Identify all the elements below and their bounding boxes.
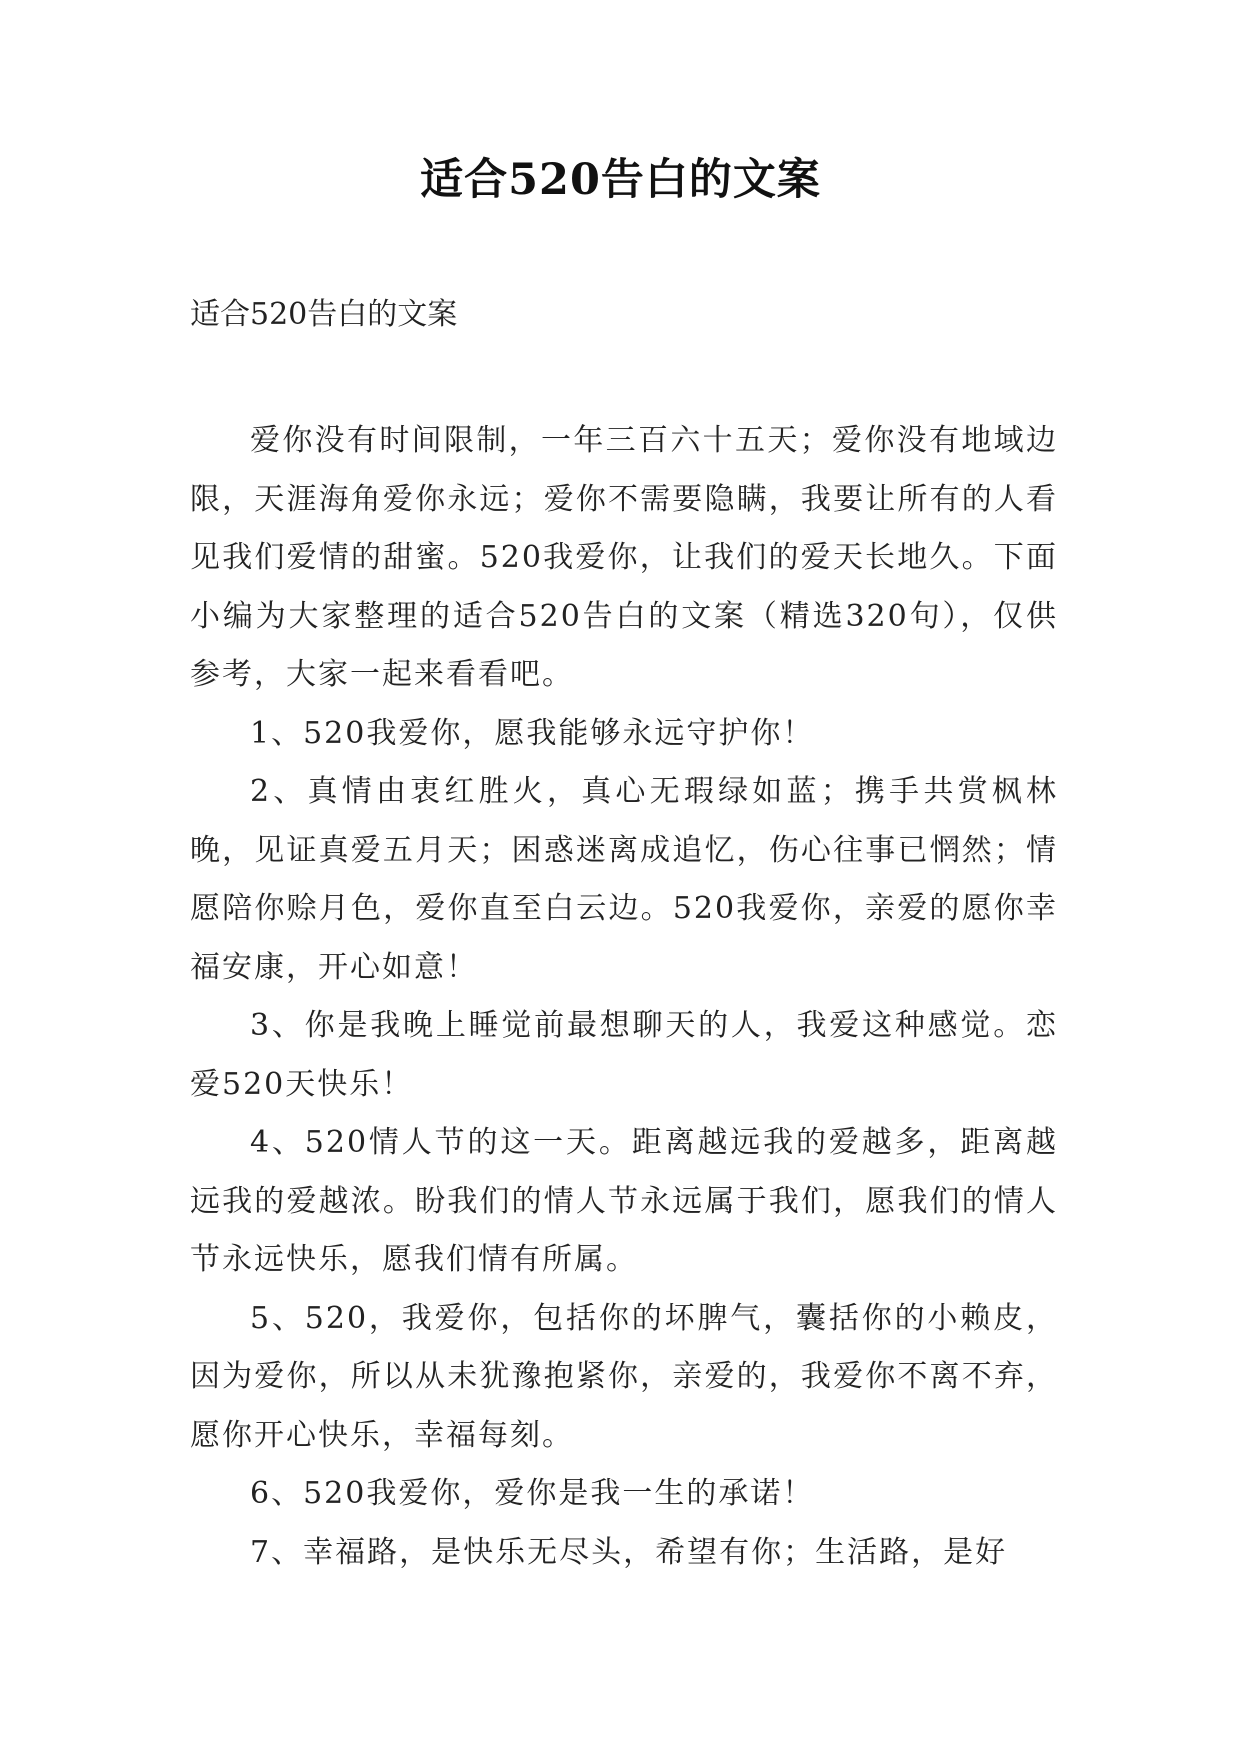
intro-paragraph: 爱你没有时间限制，一年三百六十五天；爱你没有地域边限，天涯海角爱你永远；爱你不需要隐瞒，我要让所有的人看见我们爱情的甜蜜。520我爱你，让我们的爱天长地久。下面小编为大家整理的适合520告白的文案（精选320句），仅供参考，大家一起来看看吧。 <box>190 423 1058 692</box>
document-body <box>190 412 1058 1582</box>
document-title: 适合520告白的文案 <box>420 155 821 205</box>
list-item: 7、幸福路，是快乐无尽头，希望有你；生活路，是好 <box>250 1534 1008 1570</box>
list-item: 1、520我爱你，愿我能够永远守护你！ <box>250 715 815 751</box>
list-item: 2、真情由衷红胜火，真心无瑕绿如蓝；携手共赏枫林晚，见证真爱五月天；困惑迷离成追忆，伤心往事已惘然；情愿陪你赊月色，爱你直至白云边。520我爱你，亲爱的愿你幸福安康，开心如意！ <box>190 774 1058 985</box>
list-item: 5、520，我爱你，包括你的坏脾气，囊括你的小赖皮，因为爱你，所以从未犹豫抱紧你，亲爱的，我爱你不离不弃，愿你开心快乐，幸福每刻。 <box>190 1300 1058 1453</box>
list-item: 4、520情人节的这一天。距离越远我的爱越多，距离越远我的爱越浓。盼我们的情人节永远属于我们，愿我们的情人节永远快乐，愿我们情有所属。 <box>190 1125 1058 1277</box>
list-item: 6、520我爱你，爱你是我一生的承诺！ <box>250 1476 815 1511</box>
document-subtitle: 适合520告白的文案 <box>190 297 458 332</box>
list-item: 3、你是我晚上睡觉前最想聊天的人，我爱这种感觉。恋爱520天快乐！ <box>190 1008 1058 1102</box>
